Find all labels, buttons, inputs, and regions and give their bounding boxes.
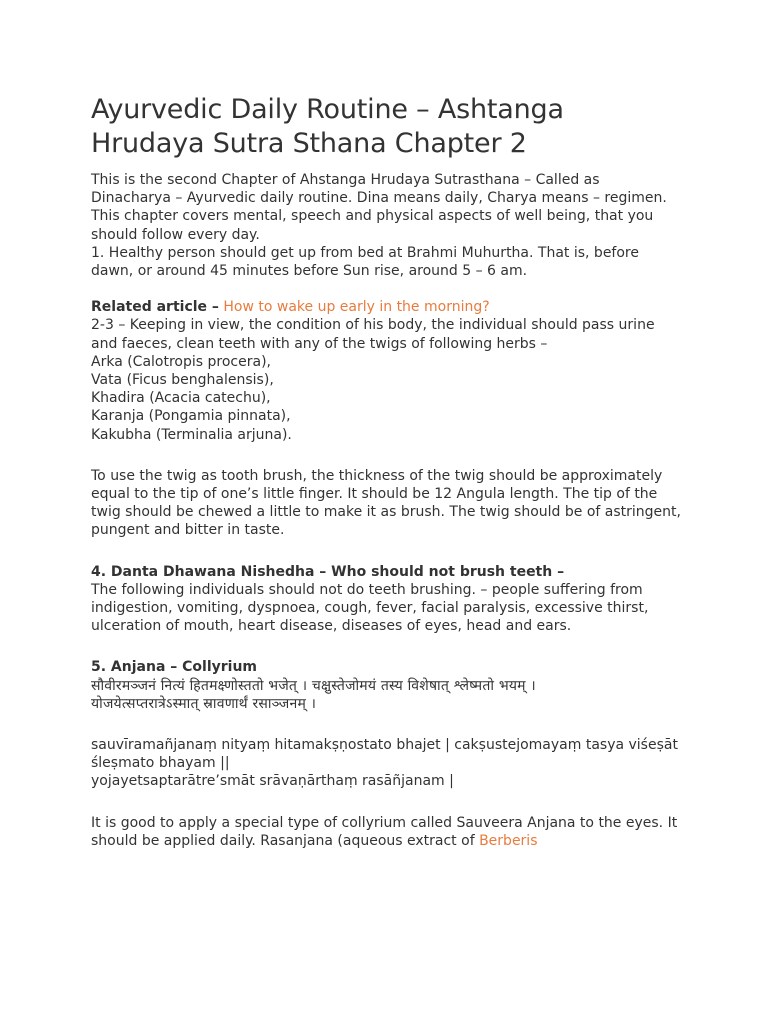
herb-item: Karanja (Pongamia pinnata), [91, 408, 291, 425]
spacer [91, 635, 681, 658]
transliteration-line-2: yojayetsaptarātre’smāt srāvaṇārthaṃ rasāñjanam | [91, 773, 454, 790]
twig-paragraph: To use the twig as tooth brush, the thickness of the twig should be approximately equal to the tip of one’s little finger. It should be 12 Angula length. The tip of the twig should be chewed a little to make it as brush. The twig should be of astringent, pungent and bitter in taste. [91, 467, 681, 539]
intro-paragraph: This is the second Chapter of Ahstanga Hrudaya Sutrasthana – Called as Dinacharya – Ayurvedic daily routine. Dina means daily, Charya means – regimen. This chapter covers mental, speech and physical aspects of well being, that you should follow every day. [91, 172, 667, 243]
article-title: Ayurvedic Daily Routine – Ashtanga Hrudaya Sutra Sthana Chapter 2 [91, 94, 564, 159]
final-paragraph [91, 814, 681, 850]
spacer [91, 791, 681, 814]
point-2-3: 2-3 – Keeping in view, the condition of his body, the individual should pass urine and faeces, clean teeth with any of the twigs of following herbs – [91, 317, 655, 352]
section-4-heading-text: 4. Danta Dhawana Nishedha – Who should not brush teeth – [91, 563, 565, 580]
related-article-link[interactable]: How to wake up early in the morning? [223, 299, 490, 316]
section-4-paragraph: The following individuals should not do teeth brushing. – people suffering from indigestion, vomiting, dyspnoea, cough, fever, facial paralysis, excessive thirst, ulceration of mouth, heart disease, diseases of eyes, head and ears. [91, 581, 649, 635]
spacer [91, 540, 681, 563]
sanskrit-verse-line-2: योजयेत्सप्तरात्रेऽस्मात् स्रावणार्थं रसाञ्जनम् । [91, 695, 317, 712]
spacer [91, 280, 681, 298]
section-5-heading-text: 5. Anjana – Collyrium [91, 659, 258, 676]
related-article [91, 298, 681, 316]
herb-item: Kakubha (Terminalia arjuna). [91, 426, 292, 443]
section-4-heading [91, 563, 681, 581]
sanskrit-verse-line-1: सौवीरमञ्जनं नित्यं हितमक्ष्णोस्ततो भजेत् । चक्षुस्तेजोमयं तस्य विशेषात् श्लेष्मतो भयम् । [91, 677, 536, 694]
article [91, 93, 681, 850]
herb-item: Arka (Calotropis procera), [91, 353, 271, 370]
spacer [91, 713, 681, 736]
section-5-heading [91, 658, 681, 676]
berberis-link[interactable]: Berberis [479, 832, 538, 849]
herb-item: Khadira (Acacia catechu), [91, 390, 271, 407]
final-paragraph-text: It is good to apply a special type of collyrium called Sauveera Anjana to the eyes. It should be applied daily. Rasanjana (aqueous extract of [91, 814, 678, 849]
transliteration-line-1: sauvīramañjanaṃ nityaṃ hitamakṣṇostato bhajet | cakṣustejomayaṃ tasya viśeṣāt śleṣmato bhayam || [91, 737, 678, 772]
related-label: Related article – [91, 299, 219, 316]
point-1: 1. Healthy person should get up from bed at Brahmi Muhurtha. That is, before dawn, or around 45 minutes before Sun rise, around 5 – 6 am. [91, 244, 639, 280]
spacer [91, 444, 681, 467]
herb-item: Vata (Ficus benghalensis), [91, 372, 274, 389]
